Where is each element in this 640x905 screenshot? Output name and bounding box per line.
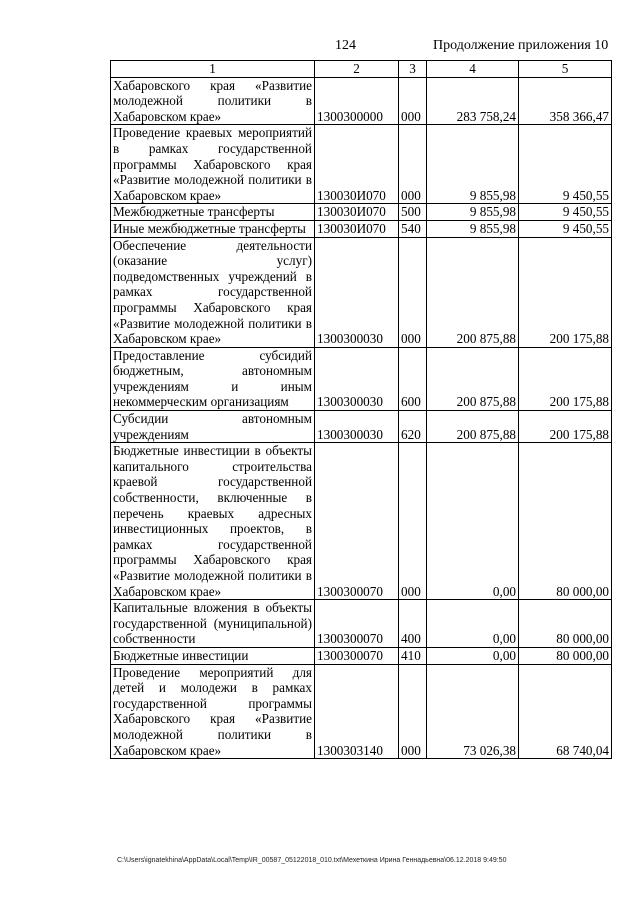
row-type: 600 bbox=[399, 347, 427, 410]
column-header: 5 bbox=[519, 61, 612, 78]
row-code: 1300300030 bbox=[315, 411, 399, 443]
row-name: Капитальные вложения в объекты государственной (муниципальной) собственности bbox=[111, 600, 315, 648]
row-value-col5: 80 000,00 bbox=[519, 443, 612, 600]
table-row bbox=[111, 443, 612, 600]
page-number: 124 bbox=[335, 38, 356, 53]
row-code: 1300300070 bbox=[315, 647, 399, 664]
row-value-col5: 200 175,88 bbox=[519, 411, 612, 443]
row-code: 1300300000 bbox=[315, 77, 399, 125]
column-header: 2 bbox=[315, 61, 399, 78]
column-header: 3 bbox=[399, 61, 427, 78]
row-value-col4: 73 026,38 bbox=[427, 664, 519, 759]
row-type: 400 bbox=[399, 600, 427, 648]
row-name: Бюджетные инвестиции в объекты капитального строительства краевой государственной собственности, включенные в перечень краевых адресных инвестиционных проектов, в рамках государственной программы Хабаровского края «Развитие молодежной политики в Хабаровском крае» bbox=[111, 443, 315, 600]
budget-table bbox=[110, 60, 612, 759]
row-code: 130030И070 bbox=[315, 125, 399, 204]
table-header-row bbox=[111, 61, 612, 78]
table-row bbox=[111, 77, 612, 125]
row-type: 000 bbox=[399, 443, 427, 600]
row-code: 1300300030 bbox=[315, 347, 399, 410]
row-name: Субсидии автономным учреждениям bbox=[111, 411, 315, 443]
row-type: 620 bbox=[399, 411, 427, 443]
row-type: 000 bbox=[399, 125, 427, 204]
row-name: Проведение мероприятий для детей и молодежи в рамках государственной программы Хабаровского края «Развитие молодежной политики в Хабаровском крае» bbox=[111, 664, 315, 759]
row-value-col5: 358 366,47 bbox=[519, 77, 612, 125]
row-value-col4: 0,00 bbox=[427, 600, 519, 648]
row-type: 000 bbox=[399, 664, 427, 759]
row-type: 000 bbox=[399, 77, 427, 125]
row-name: Проведение краевых мероприятий в рамках государственной программы Хабаровского края «Развитие молодежной политики в Хабаровском крае» bbox=[111, 125, 315, 204]
row-value-col5: 68 740,04 bbox=[519, 664, 612, 759]
row-code: 1300300070 bbox=[315, 600, 399, 648]
row-type: 000 bbox=[399, 237, 427, 347]
table-row bbox=[111, 125, 612, 204]
row-value-col5: 9 450,55 bbox=[519, 220, 612, 237]
column-header: 1 bbox=[111, 61, 315, 78]
row-value-col4: 9 855,98 bbox=[427, 220, 519, 237]
column-header: 4 bbox=[427, 61, 519, 78]
row-name: Обеспечение деятельности (оказание услуг) подведомственных учреждений в рамках государственной программы Хабаровского края «Развитие молодежной политики в Хабаровском крае» bbox=[111, 237, 315, 347]
table-row bbox=[111, 600, 612, 648]
continuation-label: Продолжение приложения 10 bbox=[433, 38, 609, 53]
row-value-col4: 9 855,98 bbox=[427, 204, 519, 221]
row-type: 500 bbox=[399, 204, 427, 221]
row-value-col4: 200 875,88 bbox=[427, 411, 519, 443]
row-code: 1300303140 bbox=[315, 664, 399, 759]
row-name: Предоставление субсидий бюджетным, автономным учреждениям и иным некоммерческим организациям bbox=[111, 347, 315, 410]
row-value-col4: 283 758,24 bbox=[427, 77, 519, 125]
table-row bbox=[111, 647, 612, 664]
row-value-col4: 200 875,88 bbox=[427, 347, 519, 410]
page-header bbox=[0, 38, 640, 58]
row-code: 130030И070 bbox=[315, 204, 399, 221]
row-type: 540 bbox=[399, 220, 427, 237]
row-code: 1300300030 bbox=[315, 237, 399, 347]
row-value-col5: 200 175,88 bbox=[519, 237, 612, 347]
table-row bbox=[111, 411, 612, 443]
file-path-footer: C:\Users\ignatekhina\AppData\Local\Temp\IR_00587_05122018_010.txt\Мехеткина Ирина Геннадьевна\06.12.2018 9:49:50 bbox=[117, 857, 507, 864]
row-type: 410 bbox=[399, 647, 427, 664]
row-value-col5: 80 000,00 bbox=[519, 647, 612, 664]
row-name: Межбюджетные трансферты bbox=[111, 204, 315, 221]
row-value-col4: 0,00 bbox=[427, 647, 519, 664]
row-name: Хабаровского края «Развитие молодежной политики в Хабаровском крае» bbox=[111, 77, 315, 125]
row-value-col5: 80 000,00 bbox=[519, 600, 612, 648]
row-code: 130030И070 bbox=[315, 220, 399, 237]
row-name: Бюджетные инвестиции bbox=[111, 647, 315, 664]
row-value-col5: 9 450,55 bbox=[519, 204, 612, 221]
table-row bbox=[111, 347, 612, 410]
row-value-col5: 200 175,88 bbox=[519, 347, 612, 410]
row-code: 1300300070 bbox=[315, 443, 399, 600]
table-row bbox=[111, 664, 612, 759]
row-value-col4: 200 875,88 bbox=[427, 237, 519, 347]
row-value-col4: 0,00 bbox=[427, 443, 519, 600]
table-row bbox=[111, 237, 612, 347]
row-value-col5: 9 450,55 bbox=[519, 125, 612, 204]
table-row bbox=[111, 220, 612, 237]
row-value-col4: 9 855,98 bbox=[427, 125, 519, 204]
table-row bbox=[111, 204, 612, 221]
row-name: Иные межбюджетные трансферты bbox=[111, 220, 315, 237]
